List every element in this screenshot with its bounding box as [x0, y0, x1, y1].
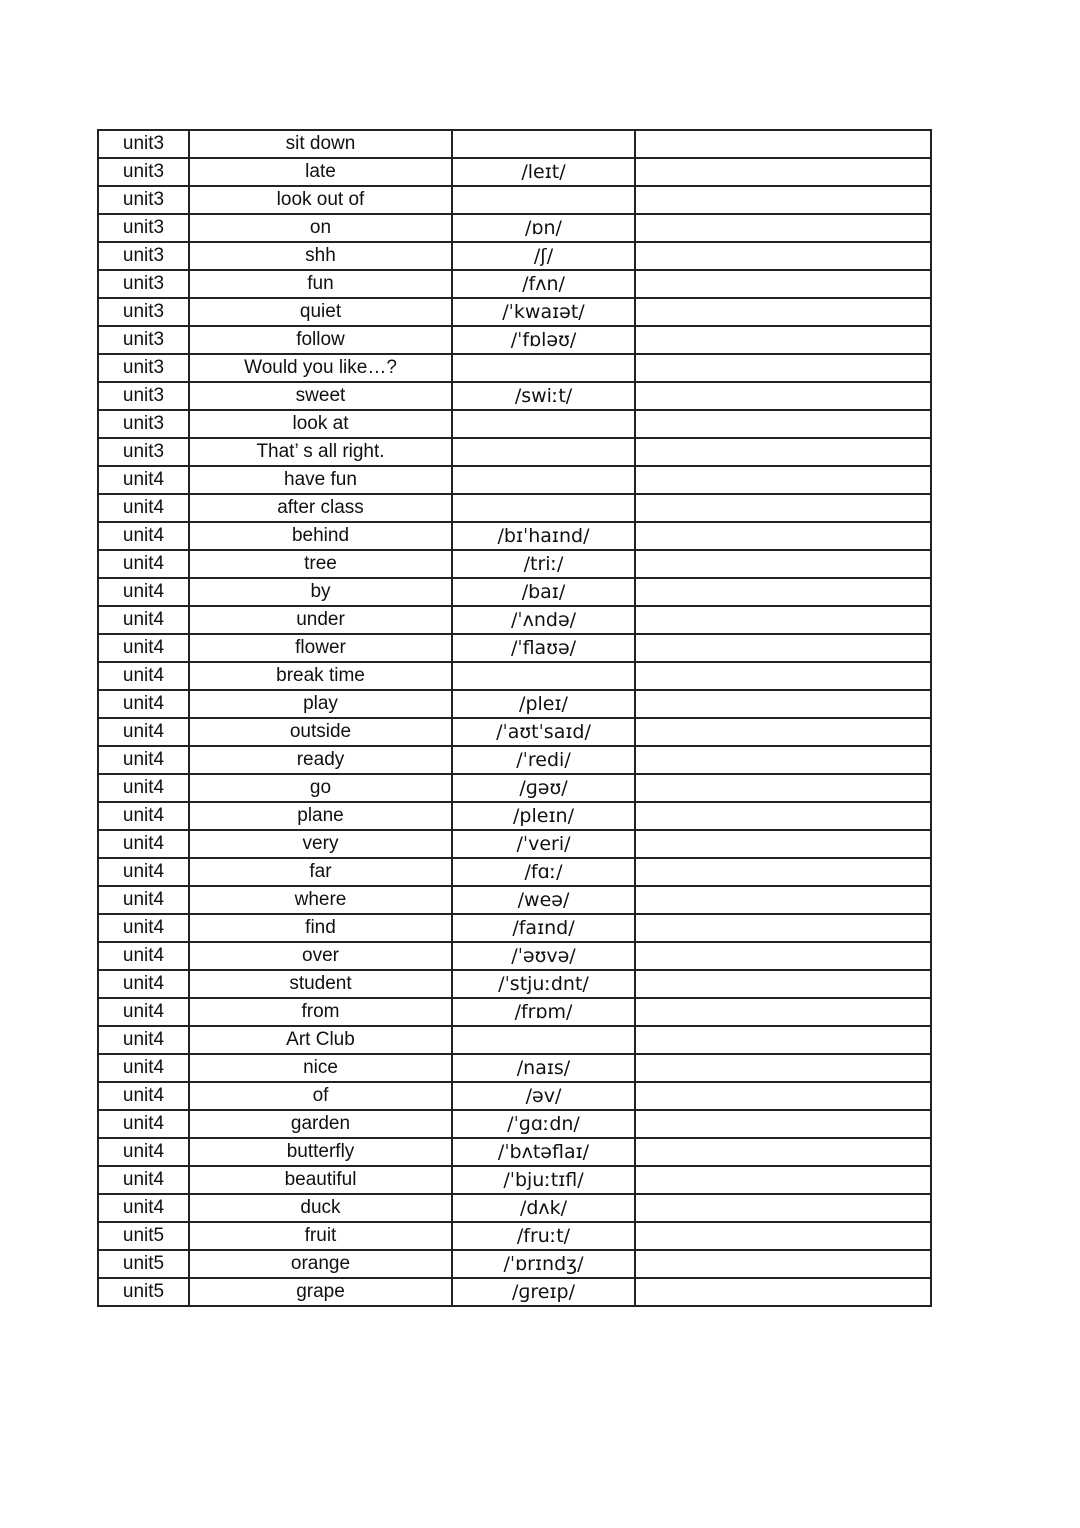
table-row	[98, 494, 931, 522]
word-cell: shh	[189, 242, 452, 270]
unit-cell: unit4	[98, 774, 189, 802]
phonetic-cell: /weə/	[452, 886, 635, 914]
table-row	[98, 298, 931, 326]
unit-cell: unit5	[98, 1222, 189, 1250]
phonetic-cell: /ˈɒrɪndʒ/	[452, 1250, 635, 1278]
phonetic-cell: /ˈflaʊə/	[452, 634, 635, 662]
phonetic-cell: /ɒn/	[452, 214, 635, 242]
phonetic-cell: /pleɪn/	[452, 802, 635, 830]
word-cell: butterfly	[189, 1138, 452, 1166]
phonetic-cell: /fruːt/	[452, 1222, 635, 1250]
unit-cell: unit3	[98, 438, 189, 466]
table-row	[98, 410, 931, 438]
table-row	[98, 858, 931, 886]
note-cell	[635, 690, 931, 718]
table-row	[98, 1222, 931, 1250]
phonetic-cell: /ˈbjuːtɪfl/	[452, 1166, 635, 1194]
note-cell	[635, 858, 931, 886]
word-cell: play	[189, 690, 452, 718]
unit-cell: unit3	[98, 354, 189, 382]
note-cell	[635, 1026, 931, 1054]
note-cell	[635, 578, 931, 606]
unit-cell: unit3	[98, 298, 189, 326]
unit-cell: unit3	[98, 186, 189, 214]
note-cell	[635, 774, 931, 802]
note-cell	[635, 1054, 931, 1082]
unit-cell: unit4	[98, 1054, 189, 1082]
table-row	[98, 522, 931, 550]
phonetic-cell: /ɡreɪp/	[452, 1278, 635, 1306]
word-cell: by	[189, 578, 452, 606]
table-row	[98, 550, 931, 578]
phonetic-cell: /fʌn/	[452, 270, 635, 298]
note-cell	[635, 606, 931, 634]
unit-cell: unit5	[98, 1250, 189, 1278]
note-cell	[635, 270, 931, 298]
table-row	[98, 802, 931, 830]
table-row	[98, 1166, 931, 1194]
phonetic-cell	[452, 662, 635, 690]
word-cell: duck	[189, 1194, 452, 1222]
unit-cell: unit4	[98, 914, 189, 942]
phonetic-cell: /swiːt/	[452, 382, 635, 410]
note-cell	[635, 1110, 931, 1138]
unit-cell: unit4	[98, 522, 189, 550]
note-cell	[635, 326, 931, 354]
phonetic-cell: /naɪs/	[452, 1054, 635, 1082]
note-cell	[635, 410, 931, 438]
unit-cell: unit4	[98, 690, 189, 718]
word-cell: have fun	[189, 466, 452, 494]
unit-cell: unit4	[98, 578, 189, 606]
table-row	[98, 578, 931, 606]
note-cell	[635, 1278, 931, 1306]
word-cell: far	[189, 858, 452, 886]
note-cell	[635, 242, 931, 270]
phonetic-cell: /ˈʌndə/	[452, 606, 635, 634]
phonetic-cell	[452, 130, 635, 158]
phonetic-cell: /ˈəʊvə/	[452, 942, 635, 970]
word-cell: find	[189, 914, 452, 942]
note-cell	[635, 466, 931, 494]
word-cell: garden	[189, 1110, 452, 1138]
word-cell: on	[189, 214, 452, 242]
word-cell: after class	[189, 494, 452, 522]
unit-cell: unit4	[98, 830, 189, 858]
note-cell	[635, 186, 931, 214]
unit-cell: unit4	[98, 606, 189, 634]
note-cell	[635, 438, 931, 466]
phonetic-cell	[452, 354, 635, 382]
note-cell	[635, 214, 931, 242]
unit-cell: unit3	[98, 242, 189, 270]
word-cell: Art Club	[189, 1026, 452, 1054]
phonetic-cell: /ʃ/	[452, 242, 635, 270]
word-cell: orange	[189, 1250, 452, 1278]
word-cell: flower	[189, 634, 452, 662]
table-row	[98, 1250, 931, 1278]
note-cell	[635, 550, 931, 578]
word-cell: Would you like…?	[189, 354, 452, 382]
word-cell: under	[189, 606, 452, 634]
table-row	[98, 662, 931, 690]
note-cell	[635, 830, 931, 858]
unit-cell: unit4	[98, 550, 189, 578]
table-row	[98, 886, 931, 914]
phonetic-cell	[452, 410, 635, 438]
phonetic-cell: /ˈɡɑːdn/	[452, 1110, 635, 1138]
phonetic-cell	[452, 494, 635, 522]
note-cell	[635, 1250, 931, 1278]
table-row	[98, 774, 931, 802]
word-cell: quiet	[189, 298, 452, 326]
unit-cell: unit4	[98, 1082, 189, 1110]
word-cell: of	[189, 1082, 452, 1110]
word-cell: sweet	[189, 382, 452, 410]
note-cell	[635, 914, 931, 942]
note-cell	[635, 634, 931, 662]
unit-cell: unit3	[98, 158, 189, 186]
unit-cell: unit3	[98, 382, 189, 410]
unit-cell: unit4	[98, 942, 189, 970]
word-cell: from	[189, 998, 452, 1026]
vocabulary-table	[97, 129, 932, 1307]
word-cell: over	[189, 942, 452, 970]
unit-cell: unit3	[98, 130, 189, 158]
table-row	[98, 1026, 931, 1054]
note-cell	[635, 494, 931, 522]
phonetic-cell: /əv/	[452, 1082, 635, 1110]
phonetic-cell: /bɪˈhaɪnd/	[452, 522, 635, 550]
note-cell	[635, 718, 931, 746]
table-row	[98, 746, 931, 774]
unit-cell: unit4	[98, 746, 189, 774]
table-row	[98, 1278, 931, 1306]
table-row	[98, 1138, 931, 1166]
table-row	[98, 466, 931, 494]
table-row	[98, 914, 931, 942]
note-cell	[635, 1138, 931, 1166]
word-cell: ready	[189, 746, 452, 774]
table-row	[98, 690, 931, 718]
note-cell	[635, 298, 931, 326]
unit-cell: unit4	[98, 886, 189, 914]
word-cell: very	[189, 830, 452, 858]
table-row	[98, 214, 931, 242]
phonetic-cell	[452, 438, 635, 466]
word-cell: break time	[189, 662, 452, 690]
phonetic-cell: /dʌk/	[452, 1194, 635, 1222]
unit-cell: unit5	[98, 1278, 189, 1306]
table-row	[98, 382, 931, 410]
unit-cell: unit4	[98, 634, 189, 662]
table-row	[98, 1194, 931, 1222]
table-row	[98, 830, 931, 858]
note-cell	[635, 886, 931, 914]
table-row	[98, 354, 931, 382]
note-cell	[635, 354, 931, 382]
phonetic-cell: /faɪnd/	[452, 914, 635, 942]
word-cell: look at	[189, 410, 452, 438]
word-cell: late	[189, 158, 452, 186]
phonetic-cell: /fɑː/	[452, 858, 635, 886]
word-cell: That’ s all right.	[189, 438, 452, 466]
word-cell: nice	[189, 1054, 452, 1082]
word-cell: sit down	[189, 130, 452, 158]
word-cell: follow	[189, 326, 452, 354]
phonetic-cell: /ˈstjuːdnt/	[452, 970, 635, 998]
word-cell: behind	[189, 522, 452, 550]
phonetic-cell: /frɒm/	[452, 998, 635, 1026]
unit-cell: unit4	[98, 662, 189, 690]
phonetic-cell: /ˈredi/	[452, 746, 635, 774]
word-cell: outside	[189, 718, 452, 746]
phonetic-cell: /ˈaʊtˈsaɪd/	[452, 718, 635, 746]
note-cell	[635, 1194, 931, 1222]
unit-cell: unit4	[98, 718, 189, 746]
phonetic-cell: /ˈveri/	[452, 830, 635, 858]
phonetic-cell: /pleɪ/	[452, 690, 635, 718]
table-row	[98, 130, 931, 158]
table-row	[98, 270, 931, 298]
word-cell: grape	[189, 1278, 452, 1306]
phonetic-cell	[452, 1026, 635, 1054]
note-cell	[635, 1082, 931, 1110]
unit-cell: unit3	[98, 326, 189, 354]
table-row	[98, 1054, 931, 1082]
table-row	[98, 242, 931, 270]
note-cell	[635, 998, 931, 1026]
table-row	[98, 438, 931, 466]
document-page	[97, 129, 930, 1307]
word-cell: tree	[189, 550, 452, 578]
unit-cell: unit4	[98, 466, 189, 494]
unit-cell: unit4	[98, 494, 189, 522]
table-row	[98, 634, 931, 662]
table-row	[98, 158, 931, 186]
unit-cell: unit4	[98, 1166, 189, 1194]
unit-cell: unit4	[98, 1026, 189, 1054]
phonetic-cell: /leɪt/	[452, 158, 635, 186]
word-cell: plane	[189, 802, 452, 830]
phonetic-cell: /ˈfɒləʊ/	[452, 326, 635, 354]
word-cell: look out of	[189, 186, 452, 214]
table-row	[98, 606, 931, 634]
note-cell	[635, 942, 931, 970]
note-cell	[635, 662, 931, 690]
word-cell: go	[189, 774, 452, 802]
phonetic-cell	[452, 186, 635, 214]
phonetic-cell: /ɡəʊ/	[452, 774, 635, 802]
word-cell: where	[189, 886, 452, 914]
unit-cell: unit4	[98, 970, 189, 998]
unit-cell: unit4	[98, 1110, 189, 1138]
note-cell	[635, 1222, 931, 1250]
phonetic-cell: /ˈbʌtəflaɪ/	[452, 1138, 635, 1166]
table-row	[98, 942, 931, 970]
note-cell	[635, 158, 931, 186]
table-row	[98, 326, 931, 354]
table-row	[98, 186, 931, 214]
phonetic-cell	[452, 466, 635, 494]
phonetic-cell: /triː/	[452, 550, 635, 578]
word-cell: fruit	[189, 1222, 452, 1250]
table-row	[98, 718, 931, 746]
vocabulary-table-body	[98, 130, 931, 1306]
unit-cell: unit4	[98, 1138, 189, 1166]
unit-cell: unit4	[98, 858, 189, 886]
unit-cell: unit4	[98, 802, 189, 830]
phonetic-cell: /baɪ/	[452, 578, 635, 606]
note-cell	[635, 746, 931, 774]
note-cell	[635, 130, 931, 158]
word-cell: beautiful	[189, 1166, 452, 1194]
unit-cell: unit3	[98, 270, 189, 298]
word-cell: fun	[189, 270, 452, 298]
note-cell	[635, 970, 931, 998]
word-cell: student	[189, 970, 452, 998]
unit-cell: unit3	[98, 214, 189, 242]
note-cell	[635, 802, 931, 830]
unit-cell: unit4	[98, 1194, 189, 1222]
phonetic-cell: /ˈkwaɪət/	[452, 298, 635, 326]
note-cell	[635, 522, 931, 550]
table-row	[98, 1110, 931, 1138]
table-row	[98, 998, 931, 1026]
note-cell	[635, 1166, 931, 1194]
unit-cell: unit3	[98, 410, 189, 438]
table-row	[98, 1082, 931, 1110]
unit-cell: unit4	[98, 998, 189, 1026]
note-cell	[635, 382, 931, 410]
table-row	[98, 970, 931, 998]
